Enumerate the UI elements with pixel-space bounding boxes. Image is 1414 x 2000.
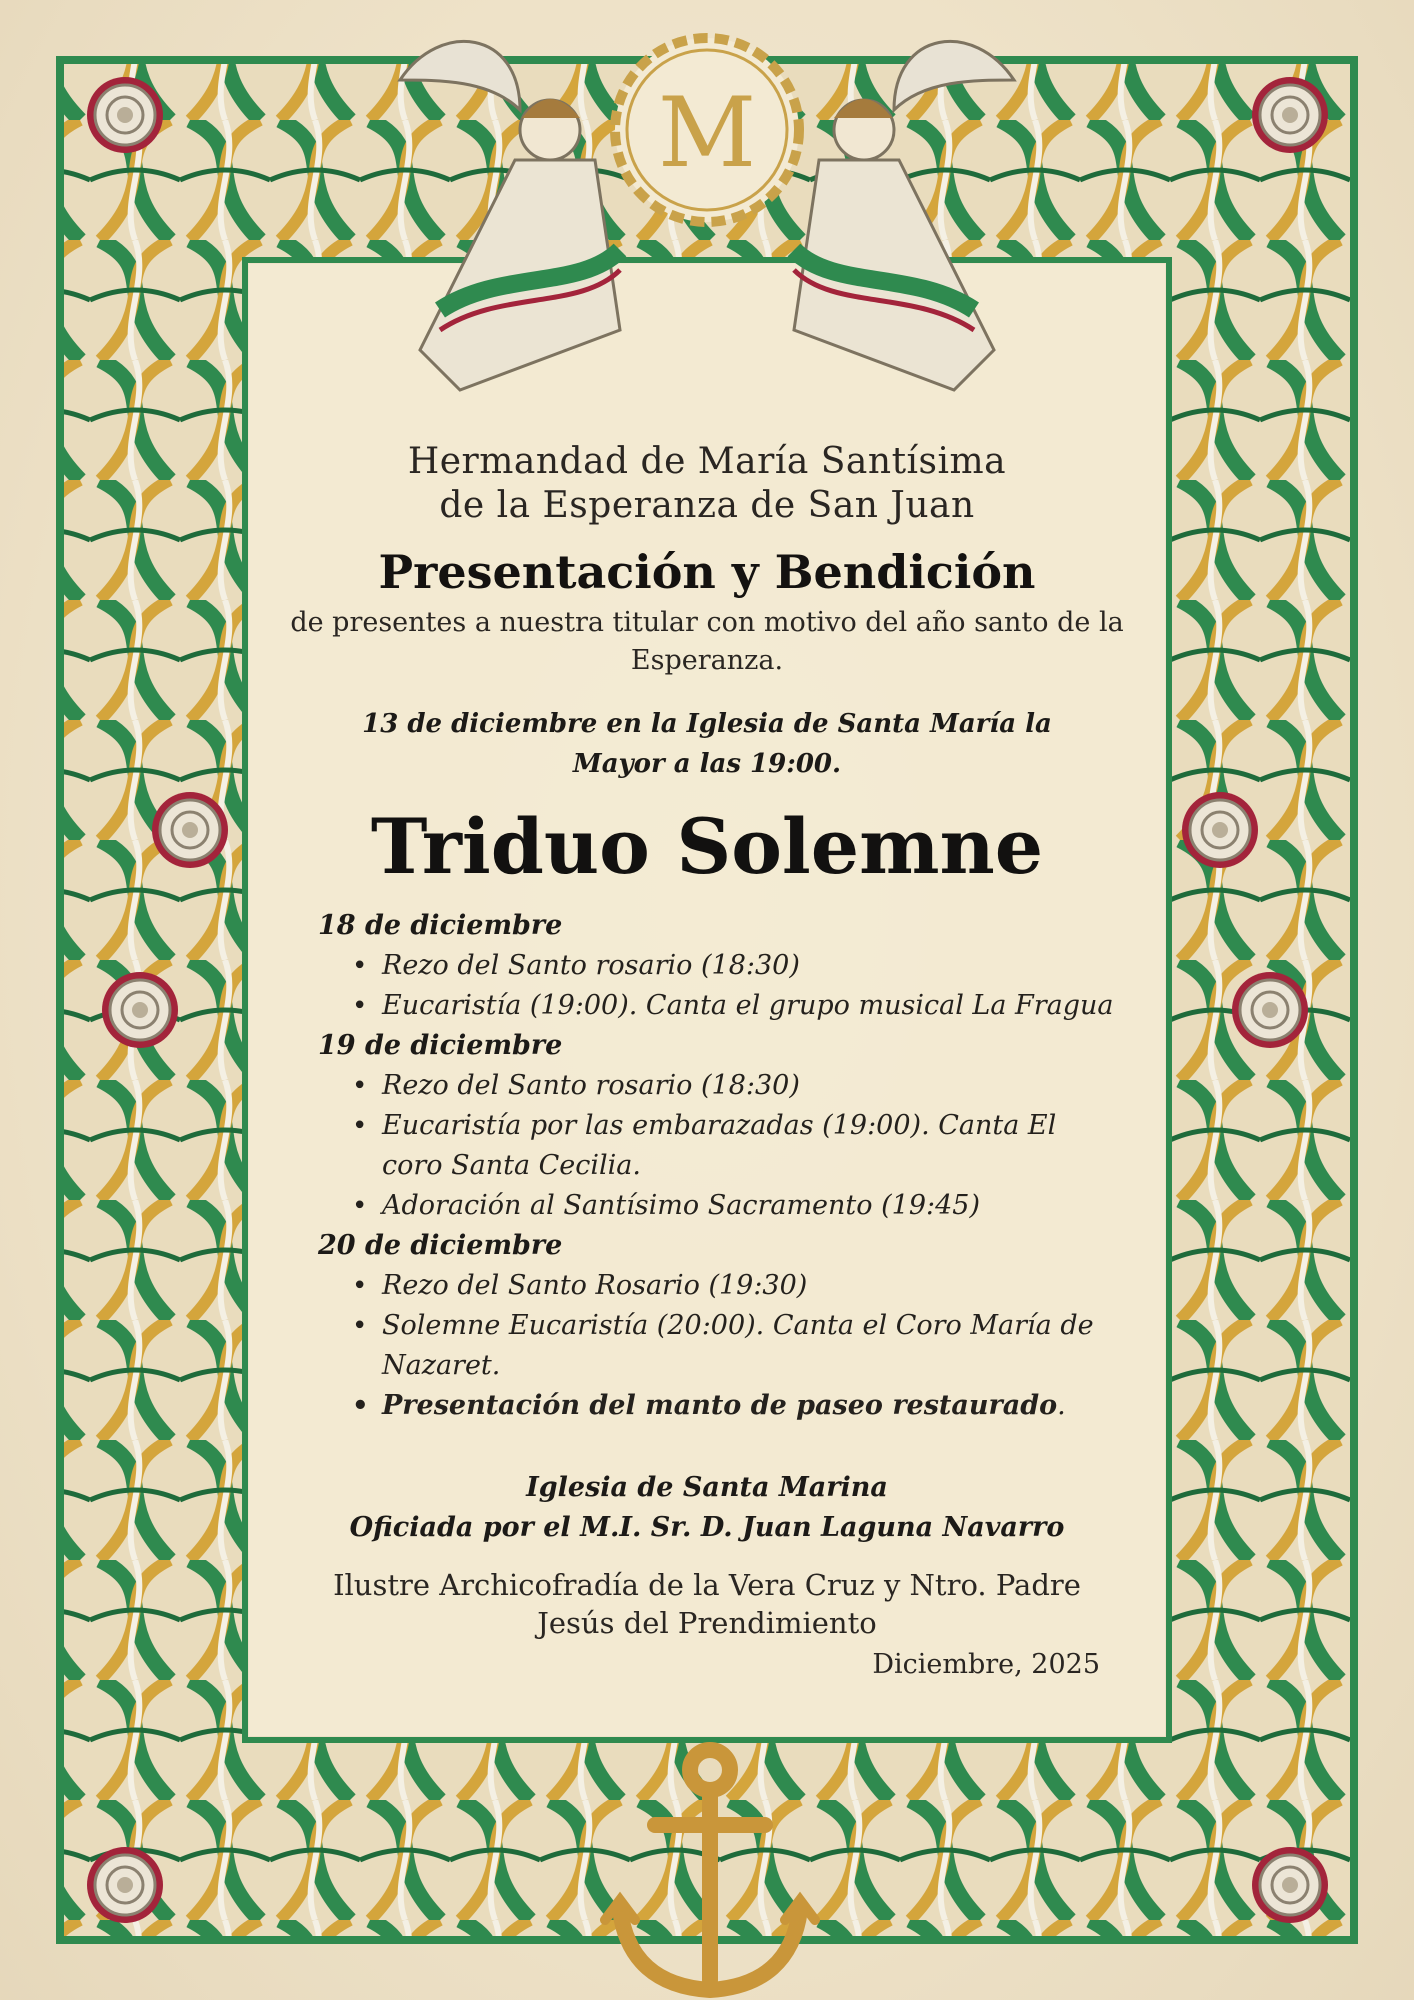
brotherhood-line-1: Hermandad de María Santísima — [407, 441, 1007, 482]
rose-icon — [87, 1847, 163, 1923]
day-label: 20 de diciembre — [318, 1230, 563, 1261]
day-label: 18 de diciembre — [318, 910, 563, 941]
program-content — [280, 440, 1134, 1684]
presentation-date-place: 13 de diciembre en la Iglesia de Santa María la Mayor a las 19:00. — [362, 709, 1052, 779]
rose-icon — [102, 972, 178, 1048]
act-item: • Rezo del Santo Rosario (19:30) — [382, 1266, 1118, 1306]
act-item-highlight — [382, 1386, 1118, 1426]
day-acts — [318, 1066, 1118, 1226]
officiant: Oficiada por el M.I. Sr. D. Juan Laguna Navarro — [349, 1512, 1065, 1543]
day-acts — [318, 946, 1118, 1026]
presentation-description: de presentes a nuestra titular con motivo del año santo de la Esperanza. — [290, 607, 1124, 676]
rose-icon — [87, 77, 163, 153]
rose-icon — [152, 792, 228, 868]
day-acts — [318, 1266, 1118, 1426]
rose-icon — [1232, 972, 1308, 1048]
act-item: • Solemne Eucaristía (20:00). Canta el Coro María de Nazaret. — [382, 1306, 1118, 1386]
issue-date: Diciembre, 2025 — [872, 1649, 1100, 1680]
marian-crown-icon — [615, 38, 799, 222]
triduo-title: Triduo Solemne — [370, 802, 1044, 891]
triduo-schedule — [318, 906, 1118, 1426]
archi-line-1: Ilustre Archicofradía de la Vera Cruz y Ntro. Padre — [333, 1568, 1081, 1602]
brotherhood-name — [280, 440, 1134, 528]
monogram-text: M — [657, 77, 757, 189]
rose-icon — [1252, 1847, 1328, 1923]
act-item: • Rezo del Santo rosario (18:30) — [382, 1066, 1118, 1106]
church-name: Iglesia de Santa Marina — [526, 1472, 888, 1503]
act-item: • Eucaristía (19:00). Canta el grupo musical La Fragua — [382, 986, 1118, 1026]
act-item: • Rezo del Santo rosario (18:30) — [382, 946, 1118, 986]
highlight-suffix: . — [1057, 1390, 1066, 1421]
rose-icon — [1182, 792, 1258, 868]
archi-line-2: Jesús del Prendimiento — [537, 1606, 877, 1640]
archconfraternity-name — [280, 1566, 1134, 1642]
venue-block — [280, 1468, 1134, 1548]
day-label: 19 de diciembre — [318, 1030, 563, 1061]
highlight-text: Presentación del manto de paseo restaurado — [382, 1390, 1058, 1421]
act-item: • Eucaristía por las embarazadas (19:00). Canta El coro Santa Cecilia. — [382, 1106, 1118, 1186]
brotherhood-line-2: de la Esperanza de San Juan — [439, 485, 975, 526]
presentation-title: Presentación y Bendición — [378, 545, 1036, 599]
act-item: • Adoración al Santísimo Sacramento (19:45) — [382, 1186, 1118, 1226]
rose-icon — [1252, 77, 1328, 153]
